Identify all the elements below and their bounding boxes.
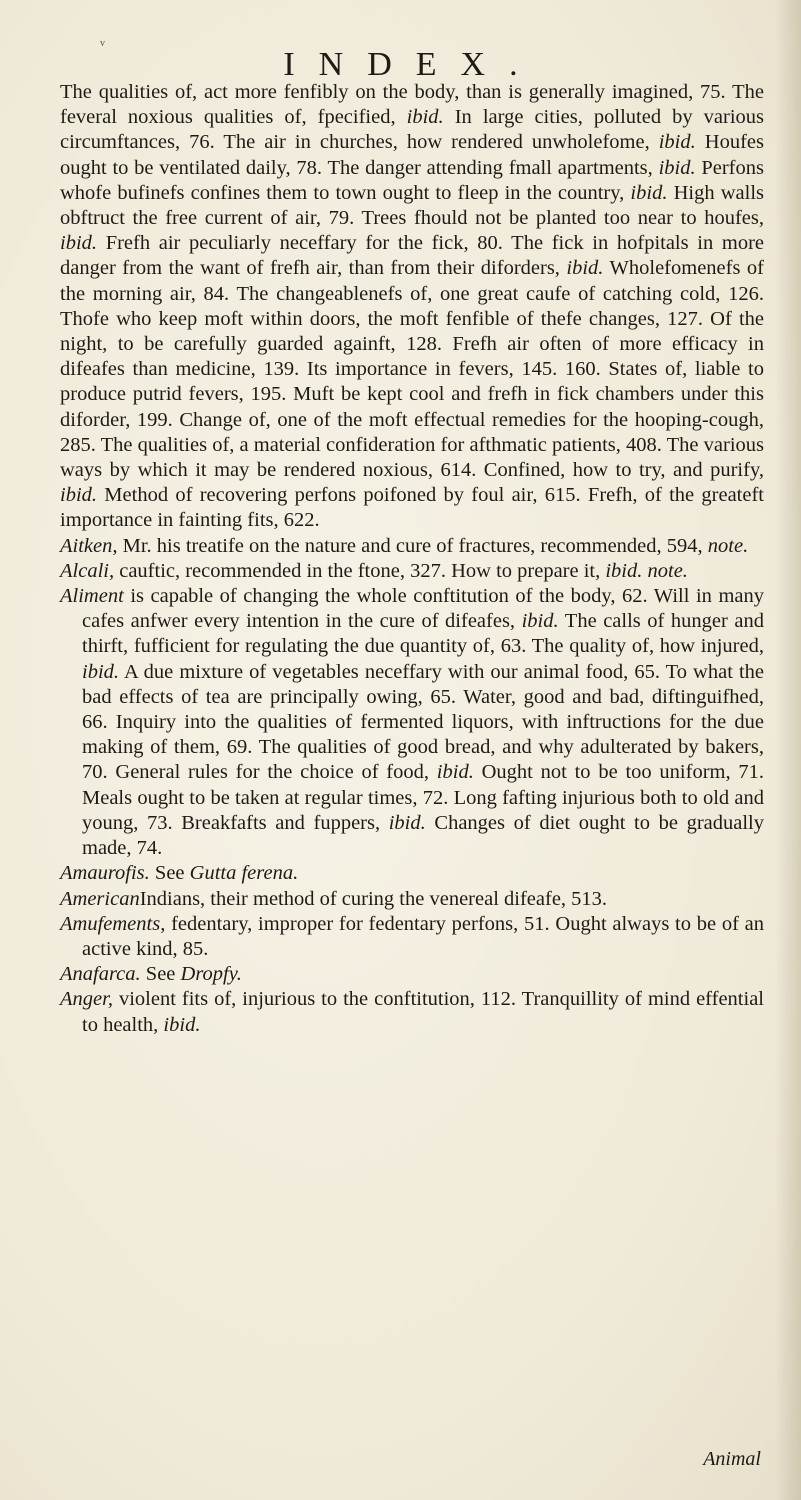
entry-run: Indians, their method of curing the venereal difeafe, 513. — [139, 887, 608, 910]
entry-run-italic: note. — [707, 534, 749, 557]
entry-run: cauftic, recommended in the ftone, 327. How to prepare it, — [114, 559, 606, 582]
index-entry-amusements — [60, 912, 764, 962]
entry-run-italic: ibid. — [60, 232, 98, 255]
entry-run: Method of recovering perfons poifoned by foul air, 615. Frefh, of the greateft importance in fainting fits, 622. — [60, 484, 764, 532]
entry-run: The qualities of, act more fenfibly on the body, than is generally imagined, 75. The feveral noxious qualities of, fpecified, — [60, 81, 764, 129]
entry-run: See — [149, 862, 190, 885]
index-entry-anger — [60, 987, 764, 1037]
index-entry-aliment — [60, 584, 764, 861]
printer-mark: v — [100, 38, 105, 49]
entry-cross-reference: Gutta ferena. — [189, 862, 299, 885]
entry-run-italic: ibid. — [388, 811, 426, 834]
index-entry-amaurosis — [60, 861, 764, 886]
entry-run-italic: ibid. — [658, 156, 696, 179]
entry-head: American — [60, 887, 140, 910]
entry-run-italic: ibid. — [658, 131, 696, 154]
entry-run-italic: ibid. — [82, 660, 120, 683]
entry-run: Houfes ought to be ventilated daily, 78. The danger attending fmall apartments, — [60, 131, 764, 179]
entry-run: A due mixture of vegetables neceffary with our animal food, 65. To what the bad effects of tea are principally owing, 65. Water, good and bad, diftinguifhed, 66. Inquiry into the qualities of fermented liquors, with inftructions for the due making of them, 69. The qualities of good bread, and why adulterated by bakers, 70. General rules for the choice of food, — [82, 660, 764, 784]
entry-head: Aitken, — [60, 534, 118, 557]
entry-head: Alcali, — [60, 559, 115, 582]
index-body — [60, 80, 764, 1038]
entry-text — [60, 81, 764, 531]
entry-head: Aliment — [60, 585, 124, 608]
index-entry-anasarca — [60, 962, 764, 987]
index-entry-american — [60, 887, 764, 912]
entry-head: Anger, — [60, 988, 113, 1011]
entry-run: Changes of diet ought to be gradually made, 74. — [82, 811, 764, 860]
entry-run: violent fits of, injurious to the conftitution, 112. Tranquillity of mind effential to health, — [82, 988, 764, 1036]
entry-run-italic: ibid. — [406, 106, 444, 129]
index-entry-air — [60, 80, 764, 534]
entry-run-italic: ibid. — [163, 1013, 201, 1036]
entry-run-italic: ibid. note. — [605, 559, 688, 582]
entry-run-italic: ibid. — [521, 610, 559, 633]
entry-run: Perfons whofe bufinefs confines them to town ought to fleep in the country, — [60, 156, 764, 204]
entry-run: Frefh air peculiarly neceffary for the fick, 80. The fick in hofpitals in more danger from the want of frefh air, than from their diforders, — [60, 232, 764, 280]
entry-cross-reference: Dropfy. — [180, 963, 242, 986]
catchword: Animal — [703, 1448, 761, 1470]
entry-run-italic: ibid. — [566, 257, 604, 280]
page-header: INDEX. — [283, 46, 542, 83]
entry-run-italic: ibid. — [630, 181, 668, 204]
index-entry-alcali — [60, 559, 764, 584]
page-gutter-shadow — [775, 0, 801, 1500]
entry-run: In large cities, polluted by various circumftances, 76. The air in churches, how rendered unwholefome, — [60, 106, 764, 154]
entry-run: The calls of hunger and thirft, fufficient for regulating the due quantity of, 63. The quality of, how injured, — [82, 610, 764, 658]
entry-head: Amaurofis. — [60, 862, 150, 885]
entry-run-italic: ibid. — [436, 761, 474, 784]
entry-run-italic: ibid. — [60, 484, 98, 507]
entry-run: High walls obftruct the free current of air, 79. Trees fhould not be planted too near to houfes, — [60, 181, 764, 230]
entry-run: Wholefomenefs of the morning air, 84. The changeablenefs of, one great caufe of catching cold, 126. Thofe who keep moft within doors, the moft fenfible of thefe changes, 127. Of the night, to be carefully guarded againft, 128. Frefh air often of more efficacy in difeafes than medicine, 139. Its importance in fevers, 145. 160. States of, liable to produce putrid fevers, 195. Muft be kept cool and frefh in fick chambers under this diforder, 199. Change of, one of the moft effectual remedies for the hooping-cough, 285. The qualities of, a material confideration for afthmatic patients, 408. The various ways by which it may be rendered noxious, 614. Confined, how to try, and purify, — [60, 257, 765, 482]
entry-run: fedentary, improper for fedentary perfons, 51. Ought always to be of an active kind, 85. — [82, 912, 764, 960]
entry-run: Ought not to be too uniform, 71. Meals ought to be taken at regular times, 72. Long fafting injurious both to old and young, 73. Breakfafts and fuppers, — [82, 761, 764, 834]
entry-head: Anafarca. — [60, 963, 141, 986]
index-entry-aitken — [60, 534, 764, 559]
entry-run: See — [140, 963, 181, 986]
entry-head: Amufements, — [60, 912, 166, 935]
entry-run: Mr. his treatife on the nature and cure of fractures, recommended, 594, — [117, 534, 708, 557]
entry-run: is capable of changing the whole conftitution of the body, 62. Will in many cafes anfwer every intention in the cure of difeafes, — [82, 585, 764, 633]
